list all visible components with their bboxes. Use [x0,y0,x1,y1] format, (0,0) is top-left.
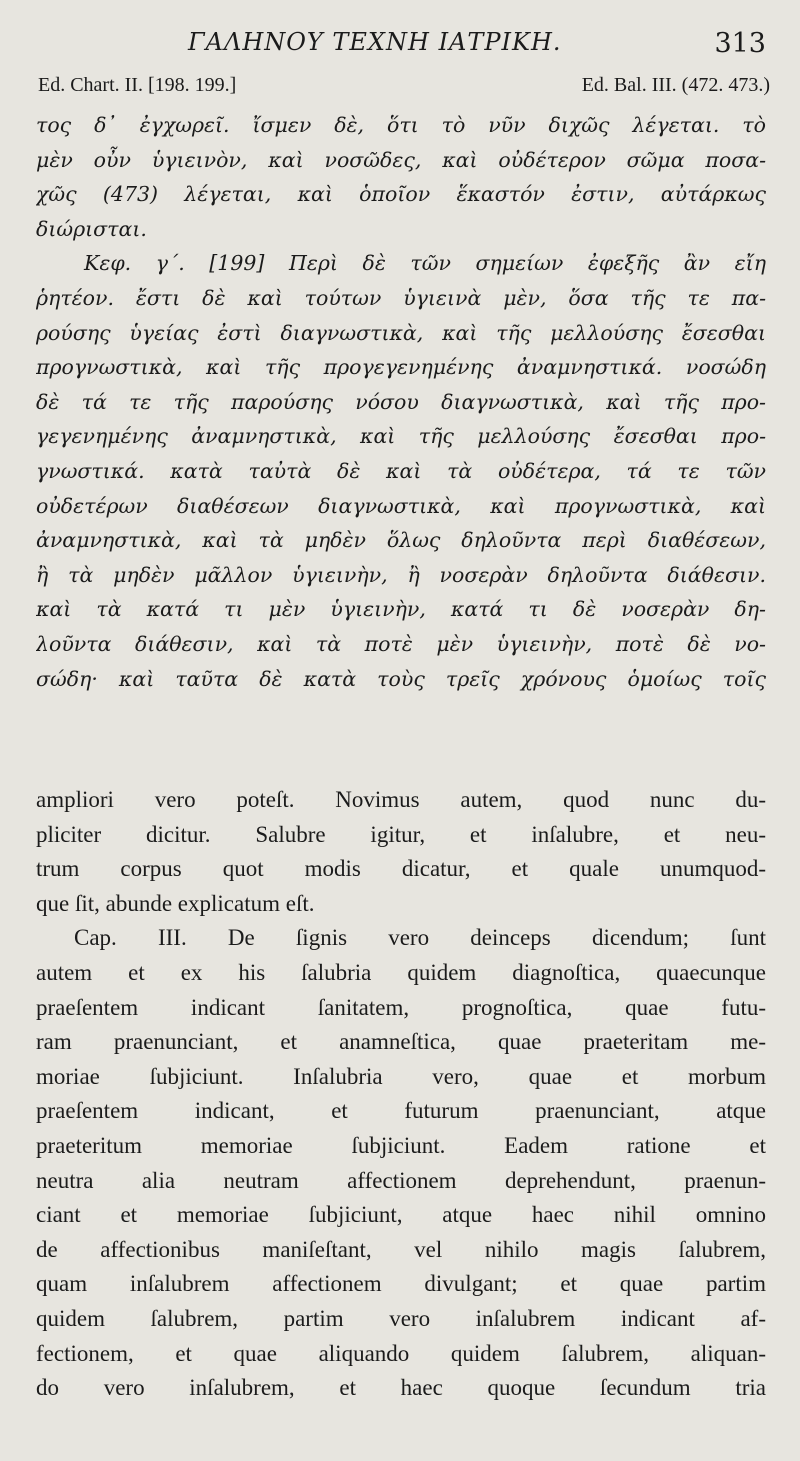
latin-line: quam inſalubrem affectionem divulgant; et quae partim [36,1271,766,1297]
latin-line: praeſentem indicant, et futurum praenunciant, atque [36,1098,766,1124]
running-title: ΓΑΛΗΝΟΥ ΤΕΧΝΗ ΙΑΤΡΙΚΗ. [188,28,562,56]
greek-line: λοῦντα διάθεσιν, καὶ τὰ ποτὲ μὲν ὑγιεινὴν, ποτὲ δὲ νο- [36,631,766,656]
latin-line: praeſentem indicant ſanitatem, prognoſtica, quae futu- [36,994,766,1020]
greek-line: χῶς (473) λέγεται, καὶ ὁποῖον ἕκαστόν ἐστιν, αὐτάρκως [36,182,766,207]
greek-line: διώρισται. [36,216,147,241]
latin-line: ampliori vero poteſt. Novimus autem, quod nunc du- [36,787,766,812]
greek-chapter-heading-line: Κεφ. γ΄. [199] Περὶ δὲ τῶν σημείων ἐφεξῆς ἂν εἴη [84,251,766,276]
greek-line: μὲν οὖν ὑγιεινὸν, καὶ νοσῶδες, καὶ οὐδέτερον σῶμα ποσα- [36,147,766,172]
greek-line: τος δ᾽ ἐγχωρεῖ. ἴσμεν δὲ, ὅτι τὸ νῦν διχῶς λέγεται. τὸ [36,113,766,137]
greek-line: δὲ τά τε τῆς παρούσης νόσου διαγνωστικὰ, καὶ τῆς προ- [36,389,766,414]
latin-line: pliciter dicitur. Salubre igitur, et inſalubre, et neu- [36,821,766,847]
latin-line: moriae ſubjiciunt. Inſalubria vero, quae et morbum [36,1063,766,1089]
latin-text-block [36,783,766,1406]
latin-line: que ſit, abunde explicatum eſt. [36,890,315,916]
greek-line: ἢ τὰ μηδὲν μᾶλλον ὑγιεινὴν, ἢ νοσερὰν δηλοῦντα διάθεσιν. [36,562,766,587]
greek-line: ρούσης ὑγείας ἐστὶ διαγνωστικὰ, καὶ τῆς μελλούσης ἔσεσθαι [36,320,766,345]
greek-line: ῥητέον. ἔστι δὲ καὶ τούτων ὑγιεινὰ μὲν, ὅσα τῆς τε πα- [36,285,766,310]
latin-line: ram praenunciant, et anamneſtica, quae praeteritam me- [36,1029,766,1055]
latin-line: quidem ſalubrem, partim vero inſalubrem indicant af- [36,1305,766,1331]
edition-basel-reference: Ed. Bal. III. (472. 473.) [581,74,770,96]
greek-line: ἀναμνηστικὰ, καὶ τὰ μηδὲν ὅλως δηλοῦντα περὶ διαθέσεων, [36,528,766,553]
greek-line: οὐδετέρων διαθέσεων διαγνωστικὰ, καὶ προγνωστικὰ, καὶ [36,493,766,518]
greek-line: προγνωστικὰ, καὶ τῆς προγεγενημένης ἀναμνηστικά. νοσώδη [36,355,766,380]
latin-line: neutra alia neutram affectionem deprehendunt, praenun- [36,1167,766,1193]
latin-line: ciant et memoriae ſubjiciunt, atque haec nihil omnino [36,1202,766,1228]
latin-line: de affectionibus maniſeſtant, vel nihilo magis ſalubrem, [36,1236,766,1262]
running-head [0,28,800,64]
greek-line: καὶ τὰ κατά τι μὲν ὑγιεινὴν, κατά τι δὲ νοσερὰν δη- [36,597,766,622]
greek-text-block [36,108,766,696]
edition-chart-reference: Ed. Chart. II. [198. 199.] [38,74,237,96]
greek-line: σώδη· καὶ ταῦτα δὲ κατὰ τοὺς τρεῖς χρόνους ὁμοίως τοῖς [36,666,766,691]
greek-line: γεγενημένης ἀναμνηστικὰ, καὶ τῆς μελλούσης ἔσεσθαι προ- [36,424,766,449]
greek-line: γνωστικά. κατὰ ταὐτὰ δὲ καὶ τὰ οὐδέτερα, τά τε τῶν [36,458,766,483]
latin-chapter-heading-line: Cap. III. De ſignis vero deinceps dicendum; ſunt [74,925,766,951]
latin-line: trum corpus quot modis dicatur, et quale unumquod- [36,856,766,882]
latin-line: do vero inſalubrem, et haec quoque ſecundum tria [36,1375,766,1401]
latin-line: praeteritum memoriae ſubjiciunt. Eadem ratione et [36,1132,766,1158]
latin-line: fectionem, et quae aliquando quidem ſalubrem, aliquan- [36,1340,766,1366]
page-number: 313 [714,28,766,59]
latin-line: autem et ex his ſalubria quidem diagnoſtica, quaecunque [36,959,766,985]
